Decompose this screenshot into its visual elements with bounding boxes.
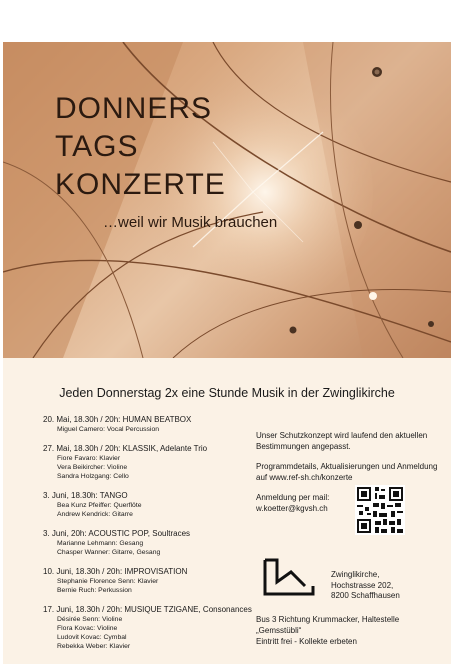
event-list <box>43 414 253 660</box>
poster <box>3 42 451 664</box>
event-title: 20. Mai, 18.30h / 20h: HUMAN BEATBOX <box>43 415 192 424</box>
event-title: 17. Juni, 18.30h / 20h: MUSIQUE TZIGANE, Consonances <box>43 605 252 614</box>
performer: Désirée Senn: Violine <box>57 616 123 623</box>
performer: Vera Beikircher: Violine <box>57 464 128 471</box>
performer: Ludovit Kovac: Cymbal <box>57 634 127 641</box>
title-line-1: DONNERS <box>55 92 213 125</box>
event-item <box>43 528 253 557</box>
schutzkonzept-text: Unser Schutzkonzept wird laufend den aktuellen Bestimmungen angepasst. <box>256 431 428 451</box>
event-title: 27. Mai, 18.30h / 20h: KLASSIK, Adelante Trio <box>43 444 208 453</box>
title-line-3: KONZERTE <box>55 168 226 201</box>
title-line-2: TAGS <box>55 130 139 163</box>
church-logo-icon <box>261 556 317 598</box>
event-item <box>43 414 253 434</box>
headline: Jeden Donnerstag 2x eine Stunde Musik in der Zwinglikirche <box>59 386 395 400</box>
performer: Stephanie Florence Senn: Klavier <box>57 578 159 585</box>
subtitle: …weil wir Musik brauchen <box>103 214 278 231</box>
event-item <box>43 566 253 595</box>
performer: Fiore Favaro: Klavier <box>57 455 121 462</box>
concert-title <box>55 90 226 204</box>
anmeldung-text: Anmeldung per mail: w.koetter@kgvsh.ch <box>256 493 330 513</box>
address <box>331 570 400 602</box>
performer: Rebekka Weber: Klavier <box>57 643 131 650</box>
programm-text: Programmdetails, Aktualisierungen und Anmeldung auf www.ref-sh.ch/konzerte <box>256 462 438 482</box>
performer: Bea Kunz Pfeiffer: Querflöte <box>57 502 142 509</box>
address-line: Zwinglikirche, <box>331 570 380 579</box>
qr-code-icon <box>355 485 405 535</box>
performer: Chasper Wanner: Gitarre, Gesang <box>57 549 161 556</box>
bus-info: Bus 3 Richtung Krummacker, Haltestelle „Gemsstübli“ <box>256 615 400 635</box>
performer: Bernie Ruch: Perkussion <box>57 587 132 594</box>
hero-image <box>3 42 451 358</box>
event-title: 10. Juni, 18.30h / 20h: IMPROVISATION <box>43 567 188 576</box>
event-title: 3. Juni, 18.30h: TANGO <box>43 491 128 500</box>
performer: Andrew Kendrick: Gitarre <box>57 511 133 518</box>
info-column <box>256 430 446 523</box>
performer: Sandra Holzgang: Cello <box>57 473 129 480</box>
event-item <box>43 490 253 519</box>
performer: Flora Kovac: Violine <box>57 625 118 632</box>
address-line: 8200 Schaffhausen <box>331 591 400 600</box>
performer: Marianne Lehmann: Gesang <box>57 540 144 547</box>
address-line: Hochstrasse 202, <box>331 580 394 590</box>
performer: Miguel Camero: Vocal Percussion <box>57 426 159 433</box>
event-title: 3. Juni, 20h: ACOUSTIC POP, Soultraces <box>43 529 191 538</box>
event-item <box>43 443 253 481</box>
event-item <box>43 604 253 651</box>
entry-info: Eintritt frei - Kollekte erbeten <box>256 637 357 646</box>
